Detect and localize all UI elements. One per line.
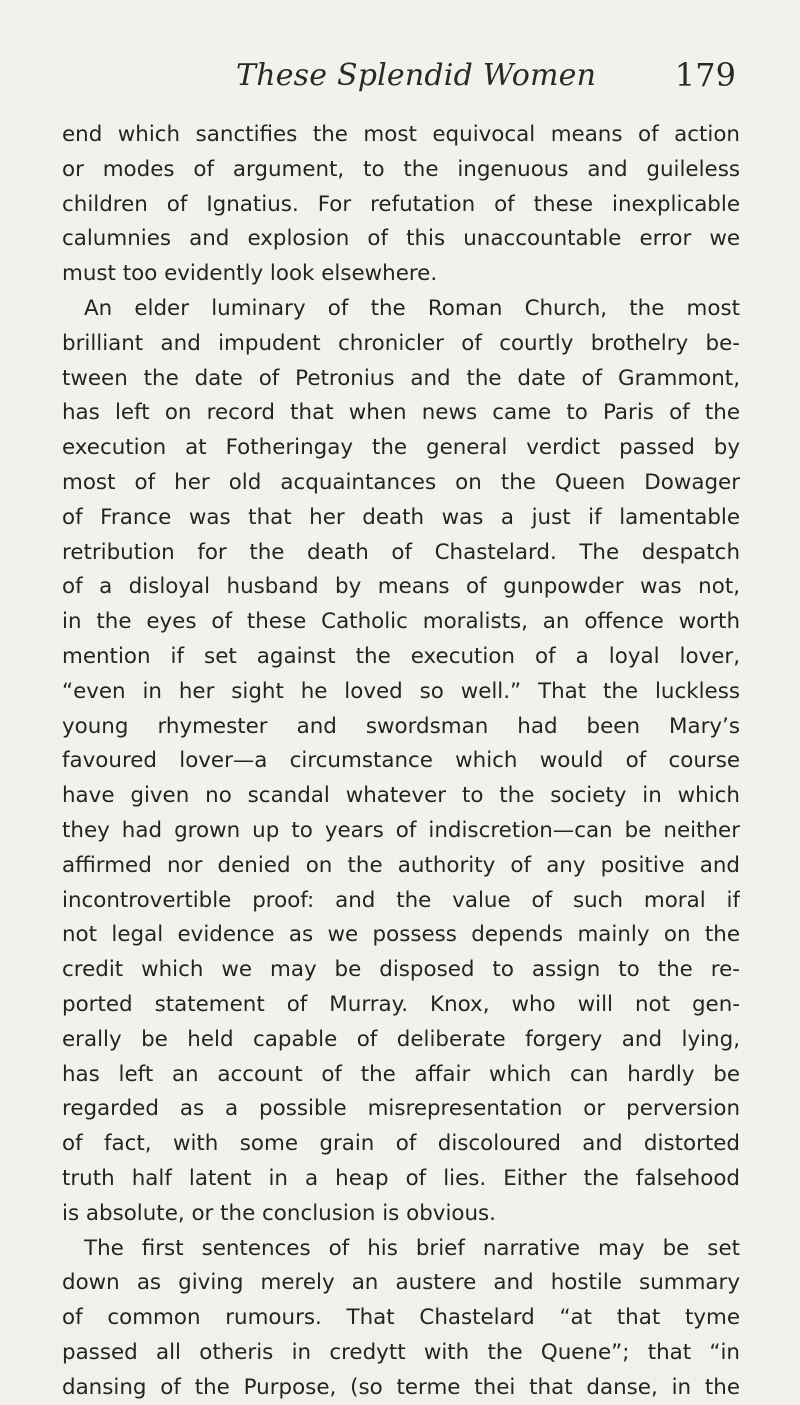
text-line: incontrovertible proof: and the value of such moral if [62,887,740,913]
text-line: young rhymester and swordsman had been Mary’s [62,713,740,739]
text-line: tween the date of Petronius and the date of Grammont, [62,365,740,391]
text-line: “even in her sight he loved so well.” That the luckless [62,678,740,704]
text-line: retribution for the death of Chastelard. The despatch [62,539,740,565]
text-line: in the eyes of these Catholic moralists, an offence worth [62,609,740,635]
text-line: favoured lover—a circumstance which would of course [62,748,740,774]
text-line: of France was that her death was a just if lamentable [62,504,740,530]
text-line: end which sanctifies the most equivocal means of action [62,122,740,147]
text-line: or modes of argument, to the ingenuous and guileless [62,156,740,182]
running-title: These Splendid Women [236,58,597,93]
text-line: has left an account of the affair which can hardly be [62,1061,740,1087]
page-number: 179 [674,56,736,94]
text-line: truth half latent in a heap of lies. Either the falsehood [62,1165,740,1191]
text-line: passed all otheris in credytt with the Quene”; that “in [62,1339,740,1365]
text-line: has left on record that when news came to Paris of the [62,400,740,426]
text-line: credit which we may be disposed to assign to the re- [62,957,740,983]
text-line: of fact, with some grain of discoloured and distorted [62,1131,740,1157]
text-line: not legal evidence as we possess depends mainly on the [62,922,740,948]
text-line: dansing of the Purpose, (so terme thei that danse, in the [62,1374,740,1400]
text-line: calumnies and explosion of this unaccountable error we [62,226,740,252]
text-line: mention if set against the execution of a loyal lover, [62,643,740,669]
text-line: children of Ignatius. For refutation of these inexplicable [62,191,740,217]
text-line: regarded as a possible misrepresentation or perversion [62,1096,740,1122]
text-line: of common rumours. That Chastelard “at that tyme [62,1305,740,1331]
text-line: down as giving merely an austere and hostile summary [62,1270,740,1296]
text-line: affirmed nor denied on the authority of any positive and [62,852,740,878]
text-line: of a disloyal husband by means of gunpowder was not, [62,574,740,600]
body-text [62,118,740,1405]
text-line: The first sentences of his brief narrative may be set [84,1235,740,1261]
text-line: must too evidently look elsewhere. [62,261,438,287]
text-line: An elder luminary of the Roman Church, the most [84,295,740,321]
text-line: they had grown up to years of indiscretion—can be neither [62,817,740,843]
running-header [62,54,738,100]
text-line: ported statement of Murray. Knox, who will not gen- [62,991,740,1017]
text-line: most of her old acquaintances on the Queen Dowager [62,469,740,495]
text-line: erally be held capable of deliberate forgery and lying, [62,1026,740,1052]
text-line: execution at Fotheringay the general verdict passed by [62,435,740,461]
text-line: brilliant and impudent chronicler of courtly brothelry be- [62,330,740,356]
text-line: is absolute, or the conclusion is obvious. [62,1200,496,1226]
text-line: have given no scandal whatever to the society in which [62,783,740,809]
